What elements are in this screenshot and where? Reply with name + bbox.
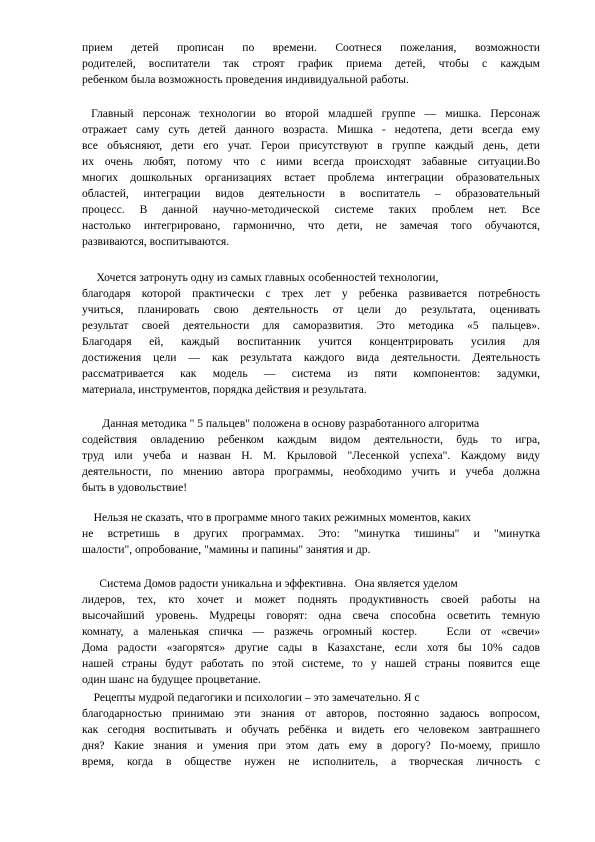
text-line: дня? Какие знания и умения при этом дать ему в дорогу? По-моему, пришло [82, 739, 540, 752]
text-line: родителей, воспитатели так строят график приема детей, чтобы с каждым [82, 57, 540, 70]
text-line: их очень любят, потому что с ними всегда происходят забавные ситуации.Во [82, 155, 540, 168]
text-line: благодаря которой практически с трех лет у ребенка развивается потребность [82, 287, 540, 300]
text-line: не встретишь в других программах. Это: "минутка тишины" и "минутка [82, 527, 540, 540]
text-line: как сегодня воспитывать и обучать ребёнка и видеть его человеком завтрашнего [82, 723, 540, 736]
text-line: деятельности, по мнению автора программы, необходимо учить и учеба должна [82, 465, 540, 478]
text-line: лидеров, тех, кто хочет и может поднять продуктивность своей работы на [82, 593, 540, 606]
text-line: развиваются, воспитываются. [82, 235, 230, 248]
text-line: благодарностью принимаю эти знания от авторов, постоянно задаюсь вопросом, [82, 707, 540, 720]
text-line: шалости", опробование, "мамины и папины" занятия и др. [82, 543, 371, 556]
text-line: многих дошкольных организациях встает проблема интеграции образовательных [82, 171, 540, 184]
text-line: высочайший уровень. Мудрецы говорят: одна свеча способна осветить темную [82, 609, 540, 622]
text-line: областей, интеграции видов деятельности в воспитатель – образовательный [82, 187, 540, 200]
text-line: результат своей деятельности для саморазвития. Это методика «5 пальцев». [82, 319, 540, 332]
text-line: Рецепты мудрой педагогики и психологии – это замечательно. Я с [82, 691, 420, 704]
text-line: Данная методика " 5 пальцев" положена в основу разработанного алгоритма [82, 417, 480, 430]
text-line: быть в удовольствие! [82, 481, 188, 494]
paragraph-houses-of-joy [82, 576, 540, 688]
paragraph-routine-moments [82, 510, 540, 558]
text-line: Дома радости «загорятся» другие сады в Казахстане, если хотя бы 10% садов [82, 641, 540, 654]
text-line: комнату, а маленькая спичка — разжечь огромный костер. Если от «свечи» [82, 625, 540, 638]
text-line: содействия овладению ребенком каждым видом деятельности, будь то игра, [82, 433, 540, 446]
text-line: рассматривается как модель — система из пяти компонентов: задумки, [82, 367, 540, 380]
text-line: один шанс на будущее процветание. [82, 673, 261, 686]
text-line: время, когда в обществе нужен не исполнитель, а творческая личность с [82, 755, 540, 768]
paragraph-main-character [82, 106, 540, 250]
text-line: достижения цели — как результата каждого вида деятельности. Деятельность [82, 351, 540, 364]
paragraph-ladder-of-success [82, 416, 540, 496]
text-line: процесс. В данной научно-методической системе таких проблем нет. Все [82, 203, 540, 216]
text-line: Благодаря ей, каждый воспитанник учится концентрировать усилия для [82, 335, 540, 348]
text-line: прием детей прописан по времени. Соотнеся пожелания, возможности [82, 41, 540, 54]
text-line: материала, инструментов, порядка действия и результата. [82, 383, 367, 396]
text-line: Хочется затронуть одну из самых главных особенностей технологии, [82, 271, 439, 284]
text-line: Нельзя не сказать, что в программе много таких режимных моментов, каких [82, 511, 471, 524]
text-line: труд или учеба и назван Н. М. Крыловой "Лесенкой успеха". Каждому виду [82, 449, 540, 462]
text-line: настолько интегрировано, гармонично, что дети, не замечая того обучаются, [82, 219, 540, 232]
paragraph-reception-schedule [82, 40, 540, 88]
text-line: нашей страны будут работать по этой системе, то у нашей страны появится еще [82, 657, 540, 670]
text-line: учиться, планировать свою деятельность от цели до результата, оценивать [82, 303, 540, 316]
paragraph-five-fingers-method [82, 270, 540, 398]
text-line: Система Домов радости уникальна и эффективна. Она является уделом [82, 577, 458, 590]
paragraph-wise-pedagogy [82, 690, 540, 770]
text-line: отражает саму суть детей данного возраста. Мишка - недотепа, дети всегда ему [82, 123, 540, 136]
text-line: Главный персонаж технологии во второй младшей группе — мишка. Персонаж [82, 107, 540, 120]
text-line: ребенком была возможность проведения индивидуальной работы. [82, 73, 409, 86]
text-line: все объясняют, дети его учат. Герои присутствуют в группе каждый день, дети [82, 139, 540, 152]
